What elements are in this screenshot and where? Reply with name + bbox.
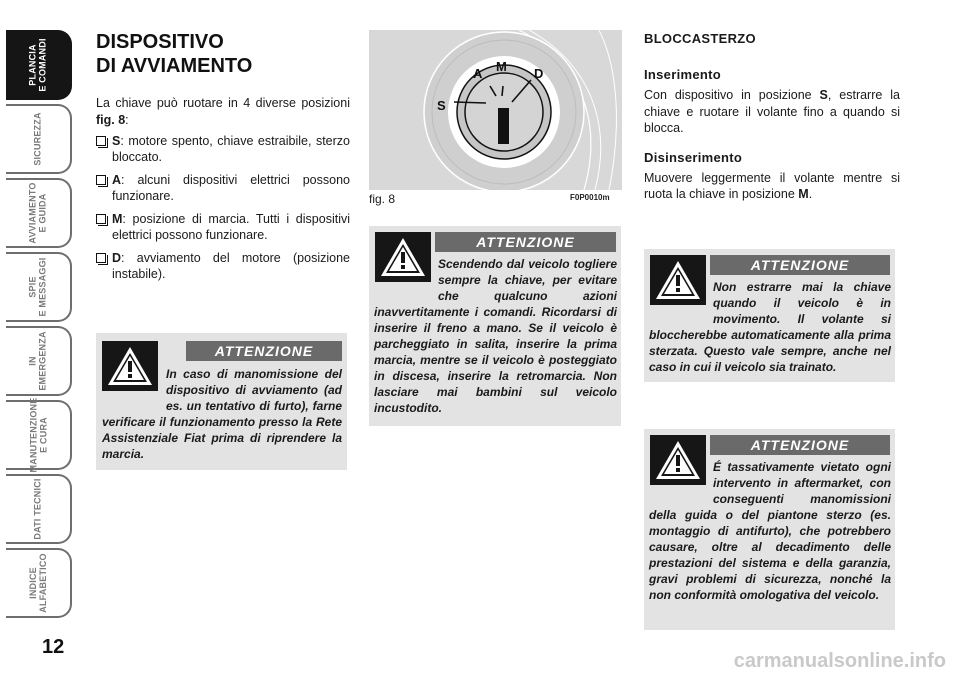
tab-indice-alfabetico[interactable] — [6, 548, 72, 618]
list-item — [96, 133, 350, 165]
checkbox-bullet-icon — [96, 214, 106, 224]
figure-caption: fig. 8 — [369, 192, 396, 206]
list-item — [96, 211, 350, 243]
figure-reference: fig. 8 — [96, 112, 126, 127]
checkbox-bullet-icon — [96, 175, 106, 185]
tab-spie-e-messaggi[interactable] — [6, 252, 72, 322]
tab-avviamento-e-guida[interactable] — [6, 178, 72, 248]
tab-label: DATI TECNICI — [32, 478, 43, 540]
label-s: S — [437, 98, 446, 113]
ignition-switch-figure — [369, 30, 622, 190]
icon-spacer — [649, 279, 713, 313]
icon-spacer — [649, 459, 713, 493]
title-line-1: DISPOSITIVO — [96, 31, 224, 53]
insert-text-a: Con dispositivo in posizione — [644, 88, 820, 102]
warning-text-body: Scendendo dal veicolo togliere sempre la chiave, per evitare che qualcuno azioni inavvertitamente i comandi. Ricordarsi di inserire il freno a mano. Se il veicolo è parcheggiato in salita, inserire la prima marcia, mentre se il veicolo è posteggiato in discesa, inserire la retromarcia. Non lasciare mai bambini sul veicolo incustodito. — [374, 257, 617, 415]
watermark: carmanualsonline.info — [733, 650, 946, 672]
warning-banner: ATTENZIONE — [186, 341, 342, 361]
section-heading: BLOCCASTERZO — [644, 31, 756, 46]
remove-heading: Disinserimento — [644, 149, 743, 165]
warning-text — [649, 279, 891, 375]
label-d: D — [534, 66, 544, 81]
warning-banner: ATTENZIONE — [710, 255, 890, 275]
tab-sicurezza[interactable] — [6, 104, 72, 174]
icon-spacer — [374, 256, 438, 290]
insert-paragraph — [644, 87, 900, 137]
tab-in-emergenza[interactable] — [6, 326, 72, 396]
insert-text-b: , estrarre la chiave e ruotare il volante fino a quando si blocca. — [644, 88, 900, 135]
icon-spacer — [102, 366, 166, 400]
insert-key: S — [819, 88, 828, 102]
page-number: 12 — [42, 636, 65, 658]
warning-box-key-removal — [644, 249, 895, 382]
position-key: M — [112, 212, 123, 226]
list-item — [96, 172, 350, 204]
warning-box-tamper — [96, 333, 347, 470]
warning-text — [649, 459, 891, 603]
warning-text-body: Non estrarre mai la chiave quando il veicolo è in movimento. Il volante si bloccherebbe automaticamente alla prima sterzata. Questo vale sempre, anche nel caso in cui il veicolo sia trainato. — [649, 280, 891, 374]
insert-heading: Inserimento — [644, 67, 721, 82]
remove-key: M — [798, 187, 809, 201]
warning-banner: ATTENZIONE — [435, 232, 616, 252]
intro-paragraph — [96, 95, 350, 128]
warning-text-body: In caso di manomissione del dispositivo di avviamento (ad es. un tentativo di furto), farne verificare il funzionamento presso la Rete Assistenziale Fiat prima di riprendere la marcia. — [102, 367, 342, 461]
position-key: S — [112, 134, 121, 148]
position-text: : avviamento del motore (posizione instabile). — [112, 251, 350, 281]
checkbox-bullet-icon — [96, 136, 106, 146]
intro-end: : — [125, 112, 129, 127]
warning-text-body: É tassativamente vietato ogni intervento in aftermarket, con conseguenti manomissioni della guida o del piantone sterzo (es. montaggio di antifurto), che potrebbero causare, oltre al decadimento delle prestazioni del sistema e della garanzia, gravi problemi di sicurezza, nonché la non conformità omologativa del veicolo. — [649, 460, 891, 602]
warning-text — [102, 366, 342, 462]
warning-text — [374, 256, 617, 416]
label-m: M — [496, 59, 507, 74]
tab-label: MANUTENZIONE E CURA — [28, 397, 48, 473]
position-text: : alcuni dispositivi elettrici possono funzionare. — [112, 173, 350, 203]
tab-plancia-e-comandi[interactable] — [6, 30, 72, 100]
warning-box-leave-vehicle — [369, 226, 621, 426]
steering-lock-section — [644, 30, 900, 203]
position-text: : motore spento, chiave estraibile, sterzo bloccato. — [112, 134, 350, 164]
key-positions-list — [96, 133, 350, 289]
remove-text-a: Muovere leggermente il volante mentre si ruota la chiave in posizione — [644, 170, 900, 201]
tab-label: INDICE ALFABETICO — [28, 553, 48, 613]
position-key: A — [112, 173, 122, 187]
position-key: D — [112, 251, 122, 265]
title-line-2: DI AVVIAMENTO — [96, 55, 253, 77]
page-title — [96, 30, 350, 78]
warning-box-aftermarket — [644, 429, 895, 630]
checkbox-bullet-icon — [96, 253, 106, 263]
ignition-illustration — [369, 30, 622, 190]
warning-banner: ATTENZIONE — [710, 435, 890, 455]
tab-dati-tecnici[interactable] — [6, 474, 72, 544]
figure-code: F0P0010m — [570, 193, 610, 202]
tab-label: PLANCIA E COMANDI — [28, 38, 48, 92]
list-item — [96, 250, 350, 282]
remove-paragraph — [644, 170, 900, 203]
position-text: : posizione di marcia. Tutti i dispositivi elettrici possono funzionare. — [112, 212, 350, 242]
tab-label: SICUREZZA — [33, 112, 43, 166]
tab-label: AVVIAMENTO E GUIDA — [28, 182, 48, 244]
tab-label: IN EMERGENZA — [28, 331, 48, 391]
remove-text-b: . — [808, 187, 813, 201]
tab-label: SPIE E MESSAGGI — [27, 257, 48, 317]
label-a: A — [473, 66, 483, 81]
intro-text: La chiave può ruotare in 4 diverse posizioni — [96, 96, 350, 110]
tab-manutenzione-e-cura[interactable] — [6, 397, 72, 473]
